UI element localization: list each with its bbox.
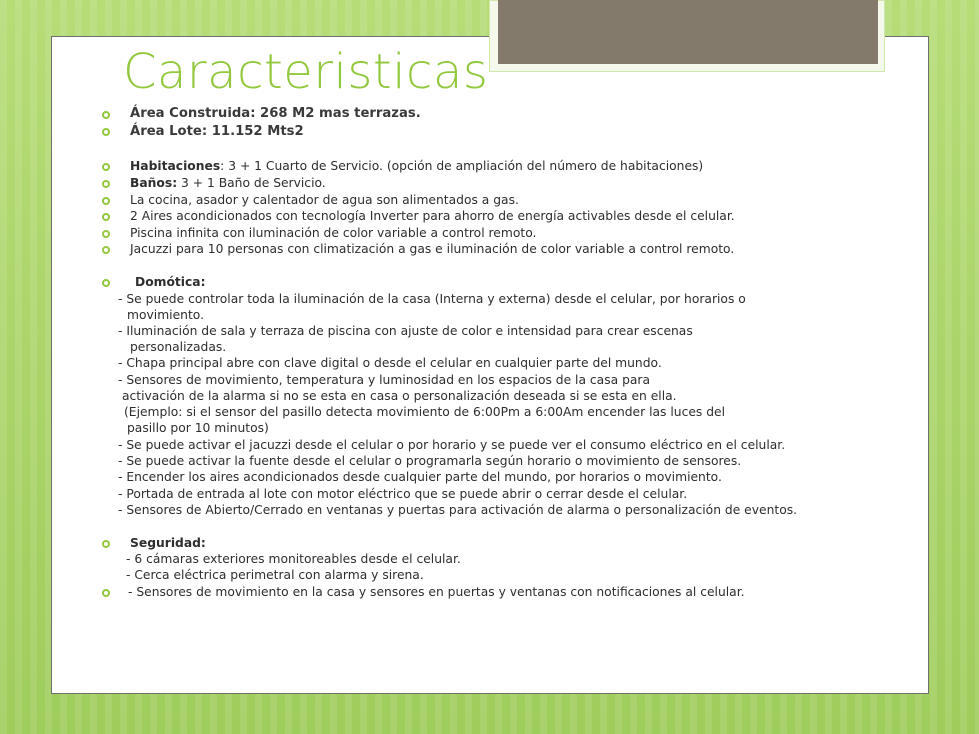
domotica-line: personalizadas.	[130, 340, 227, 354]
domotica-line: - Sensores de movimiento, temperatura y luminosidad en los espacios de la casa para	[118, 373, 651, 387]
domotica-line: - Iluminación de sala y terraza de piscina con ajuste de color e intensidad para crear escenas	[118, 324, 693, 338]
seguridad-heading: Seguridad:	[130, 536, 206, 550]
bullet-icon	[102, 163, 110, 171]
feature-jacuzzi: Jacuzzi para 10 personas con climatización a gas e iluminación de color variable a control remoto.	[130, 242, 735, 256]
bullet-icon	[102, 111, 110, 119]
bullet-icon	[102, 128, 110, 136]
bullet-icon	[102, 230, 110, 238]
domotica-line: pasillo por 10 minutos)	[127, 421, 269, 435]
feature-cocina: La cocina, asador y calentador de agua son alimentados a gas.	[130, 193, 519, 207]
area-lote: Área Lote: 11.152 Mts2	[130, 124, 304, 139]
domotica-line: - Portada de entrada al lote con motor eléctrico que se puede abrir o cerrar desde el celular.	[118, 487, 688, 501]
domotica-line: - Se puede activar el jacuzzi desde el celular o por horario y se puede ver el consumo eléctrico en el celular.	[118, 438, 786, 452]
domotica-line: - Se puede controlar toda la iluminación de la casa (Interna y externa) desde el celular, por horarios o	[118, 292, 746, 306]
bullet-icon	[102, 589, 110, 597]
slide-title: Caracteristicas	[123, 44, 489, 100]
bullet-icon	[102, 180, 110, 188]
bullet-icon	[102, 246, 110, 254]
area-construida: Área Construida: 268 M2 mas terrazas.	[130, 106, 421, 121]
seguridad-line: - Sensores de movimiento en la casa y sensores en puertas y ventanas con notificaciones al celular.	[128, 585, 745, 599]
seguridad-line: - Cerca eléctrica perimetral con alarma y sirena.	[126, 568, 424, 582]
bullet-icon	[102, 540, 110, 548]
bullet-icon	[102, 213, 110, 221]
banos: Baños: 3 + 1 Baño de Servicio.	[130, 176, 326, 190]
domotica-line: movimiento.	[127, 308, 204, 322]
bullet-icon	[102, 197, 110, 205]
feature-aires: 2 Aires acondicionados con tecnología Inverter para ahorro de energía activables desde el celular.	[130, 209, 735, 223]
domotica-line: (Ejemplo: si el sensor del pasillo detecta movimiento de 6:00Pm a 6:00Am encender las luces del	[124, 405, 725, 419]
domotica-line: - Chapa principal abre con clave digital o desde el celular en cualquier parte del mundo.	[118, 356, 662, 370]
domotica-line: activación de la alarma si no se esta en casa o personalización deseada si se esta en ella.	[122, 389, 677, 403]
header-dark-block	[498, 0, 878, 64]
feature-piscina: Piscina infinita con iluminación de color variable a control remoto.	[130, 226, 537, 240]
domotica-line: - Se puede activar la fuente desde el celular o programarla según horario o movimiento de sensores.	[118, 454, 742, 468]
habitaciones: Habitaciones: 3 + 1 Cuarto de Servicio. (opción de ampliación del número de habitaciones)	[130, 159, 704, 173]
domotica-line: - Encender los aires acondicionados desde cualquier parte del mundo, por horarios o movimiento.	[118, 470, 722, 484]
domotica-line: - Sensores de Abierto/Cerrado en ventanas y puertas para activación de alarma o personalización de eventos.	[118, 503, 798, 517]
domotica-heading: Domótica:	[135, 275, 206, 289]
seguridad-line: - 6 cámaras exteriores monitoreables desde el celular.	[126, 552, 461, 566]
bullet-icon	[102, 279, 110, 287]
